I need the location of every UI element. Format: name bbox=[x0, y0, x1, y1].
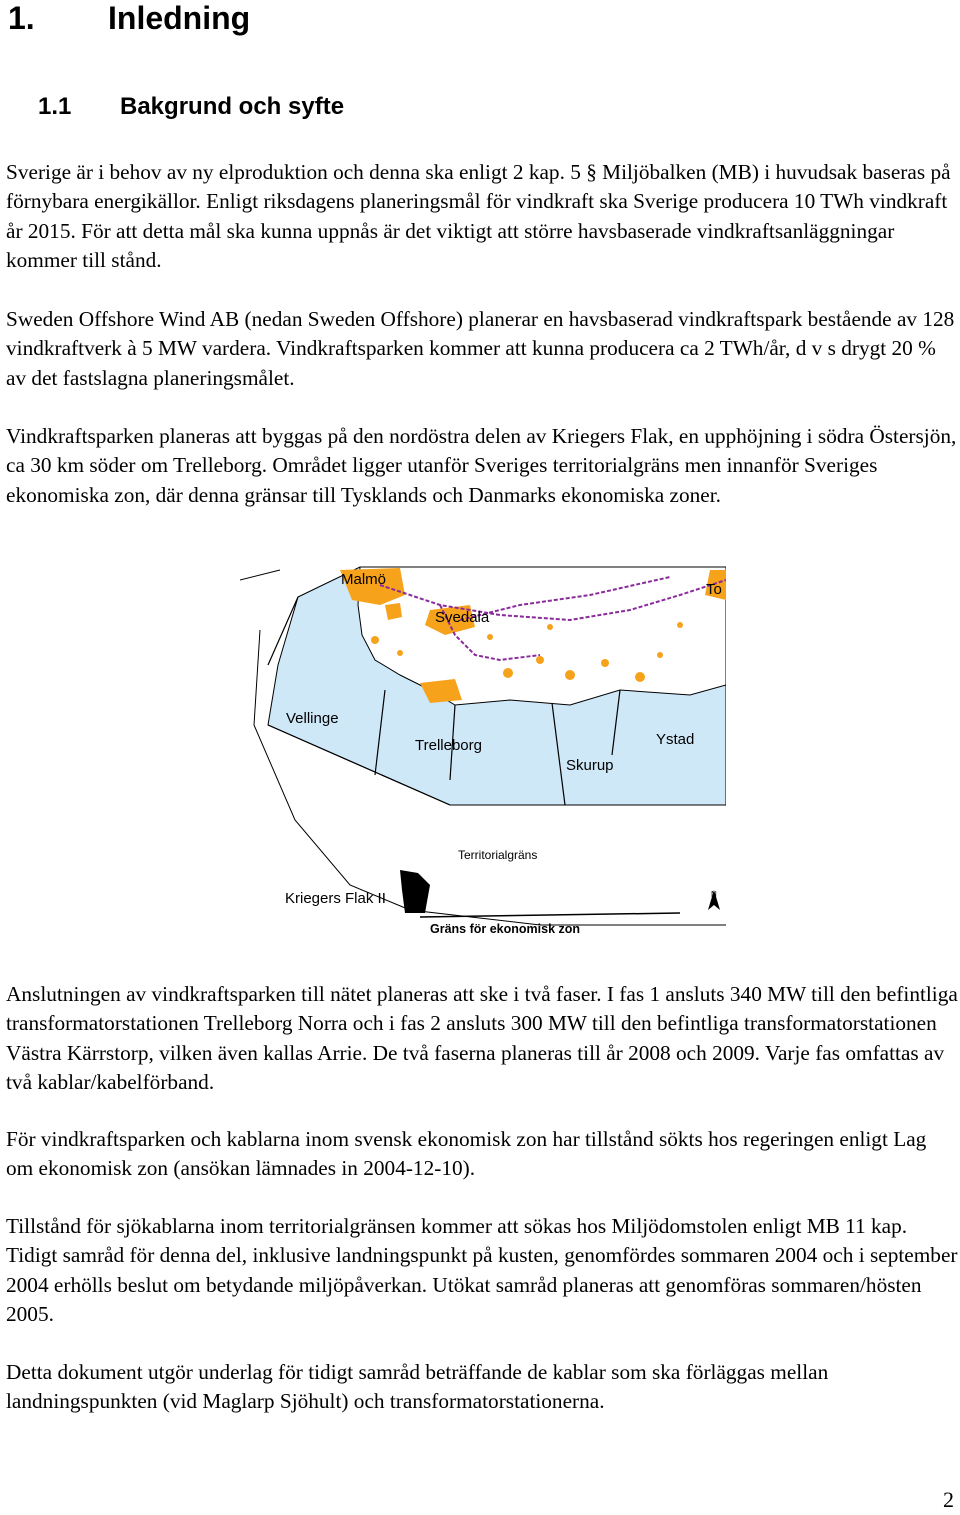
paragraph-1: Sverige är i behov av ny elproduktion och denna ska enligt 2 kap. 5 § Miljöbalken (MB) i huvudsak baseras på förnybara energikällor. Enligt riksdagens planeringsmål för vindkraft ska Sverige producera 10 TWh vindkraft år 2015. För att detta mål ska kunna uppnås är det viktigt att större havsbaserade vindkraftsanläggningar kommer till stånd. bbox=[6, 160, 951, 272]
map-label-skurup: Skurup bbox=[566, 757, 614, 774]
north-arrow-label: N bbox=[711, 890, 717, 899]
chapter-title: Inledning bbox=[108, 0, 251, 36]
section-number: 1.1 bbox=[38, 93, 72, 120]
map-label-trelleborg: Trelleborg bbox=[415, 737, 482, 754]
paragraph-2: Sweden Offshore Wind AB (nedan Sweden Offshore) planerar en havsbaserad vindkraftspark bestående av 128 vindkraftverk à 5 MW vardera. Vindkraftsparken kommer att kunna producera ca 2 TWh/år, d v s drygt 20 % av det fastslagna planeringsmålet. bbox=[6, 307, 955, 390]
map-label-vellinge: Vellinge bbox=[286, 710, 339, 727]
location-map bbox=[240, 565, 726, 935]
map-label-ystad: Ystad bbox=[656, 731, 695, 748]
paragraph-6: Tillstånd för sjökablarna inom territorialgränsen kommer att sökas hos Miljödomstolen enligt MB 11 kap. Tidigt samråd för denna del, inklusive landningspunkt på kusten, genomfördes sommaren 2004 och i september 2004 erhölls beslut om betydande miljöpåverkan. Utökat samråd planeras att genomföras sommaren/hösten 2005. bbox=[6, 1214, 958, 1326]
page-number: 2 bbox=[943, 1487, 954, 1512]
paragraph-3: Vindkraftsparken planeras att byggas på den nordöstra delen av Kriegers Flak, en upphöjning i södra Östersjön, ca 30 km söder om Trelleborg. Området ligger utanför Sveriges territorialgräns men innanför Sveriges ekonomiska zon, där denna gränsar till Tysklands och Danmarks ekonomiska zoner. bbox=[6, 424, 957, 507]
map-label-territorialgrans: Territorialgräns bbox=[458, 848, 538, 862]
map-label-malmo: Malmö bbox=[341, 571, 387, 588]
paragraph-5: För vindkraftsparken och kablarna inom svensk ekonomisk zon har tillstånd sökts hos regeringen enligt Lag om ekonomisk zon (ansökan lämnades in 2004-12-10). bbox=[6, 1127, 927, 1181]
paragraph-7: Detta dokument utgör underlag för tidigt samråd beträffande de kablar som ska förläggas mellan landningspunkten (vid Maglarp Sjöhult) och transformatorstationerna. bbox=[6, 1360, 829, 1414]
chapter-number: 1. bbox=[8, 0, 35, 36]
chapter-heading bbox=[8, 0, 250, 40]
section-heading bbox=[38, 90, 344, 124]
section-title: Bakgrund och syfte bbox=[120, 93, 345, 120]
map-label-economic-zone: Gräns för ekonomisk zon bbox=[430, 922, 581, 936]
map-label-kriegers-flak: Kriegers Flak II bbox=[285, 890, 386, 907]
paragraph-4: Anslutningen av vindkraftsparken till nätet planeras att ske i två faser. I fas 1 ansluts 340 MW till den befintliga transformatorstationen Trelleborg Norra och i fas 2 ansluts 300 MW till den befintliga transformatorstationen Västra Kärrstorp, vilken även kallas Arrie. De två faserna planeras till år 2008 och 2009. Varje fas omfattas av två kablar/kabelförband. bbox=[6, 982, 958, 1094]
map-label-tomelilla: To bbox=[706, 581, 722, 598]
map-label-svedala: Svedala bbox=[435, 609, 490, 626]
